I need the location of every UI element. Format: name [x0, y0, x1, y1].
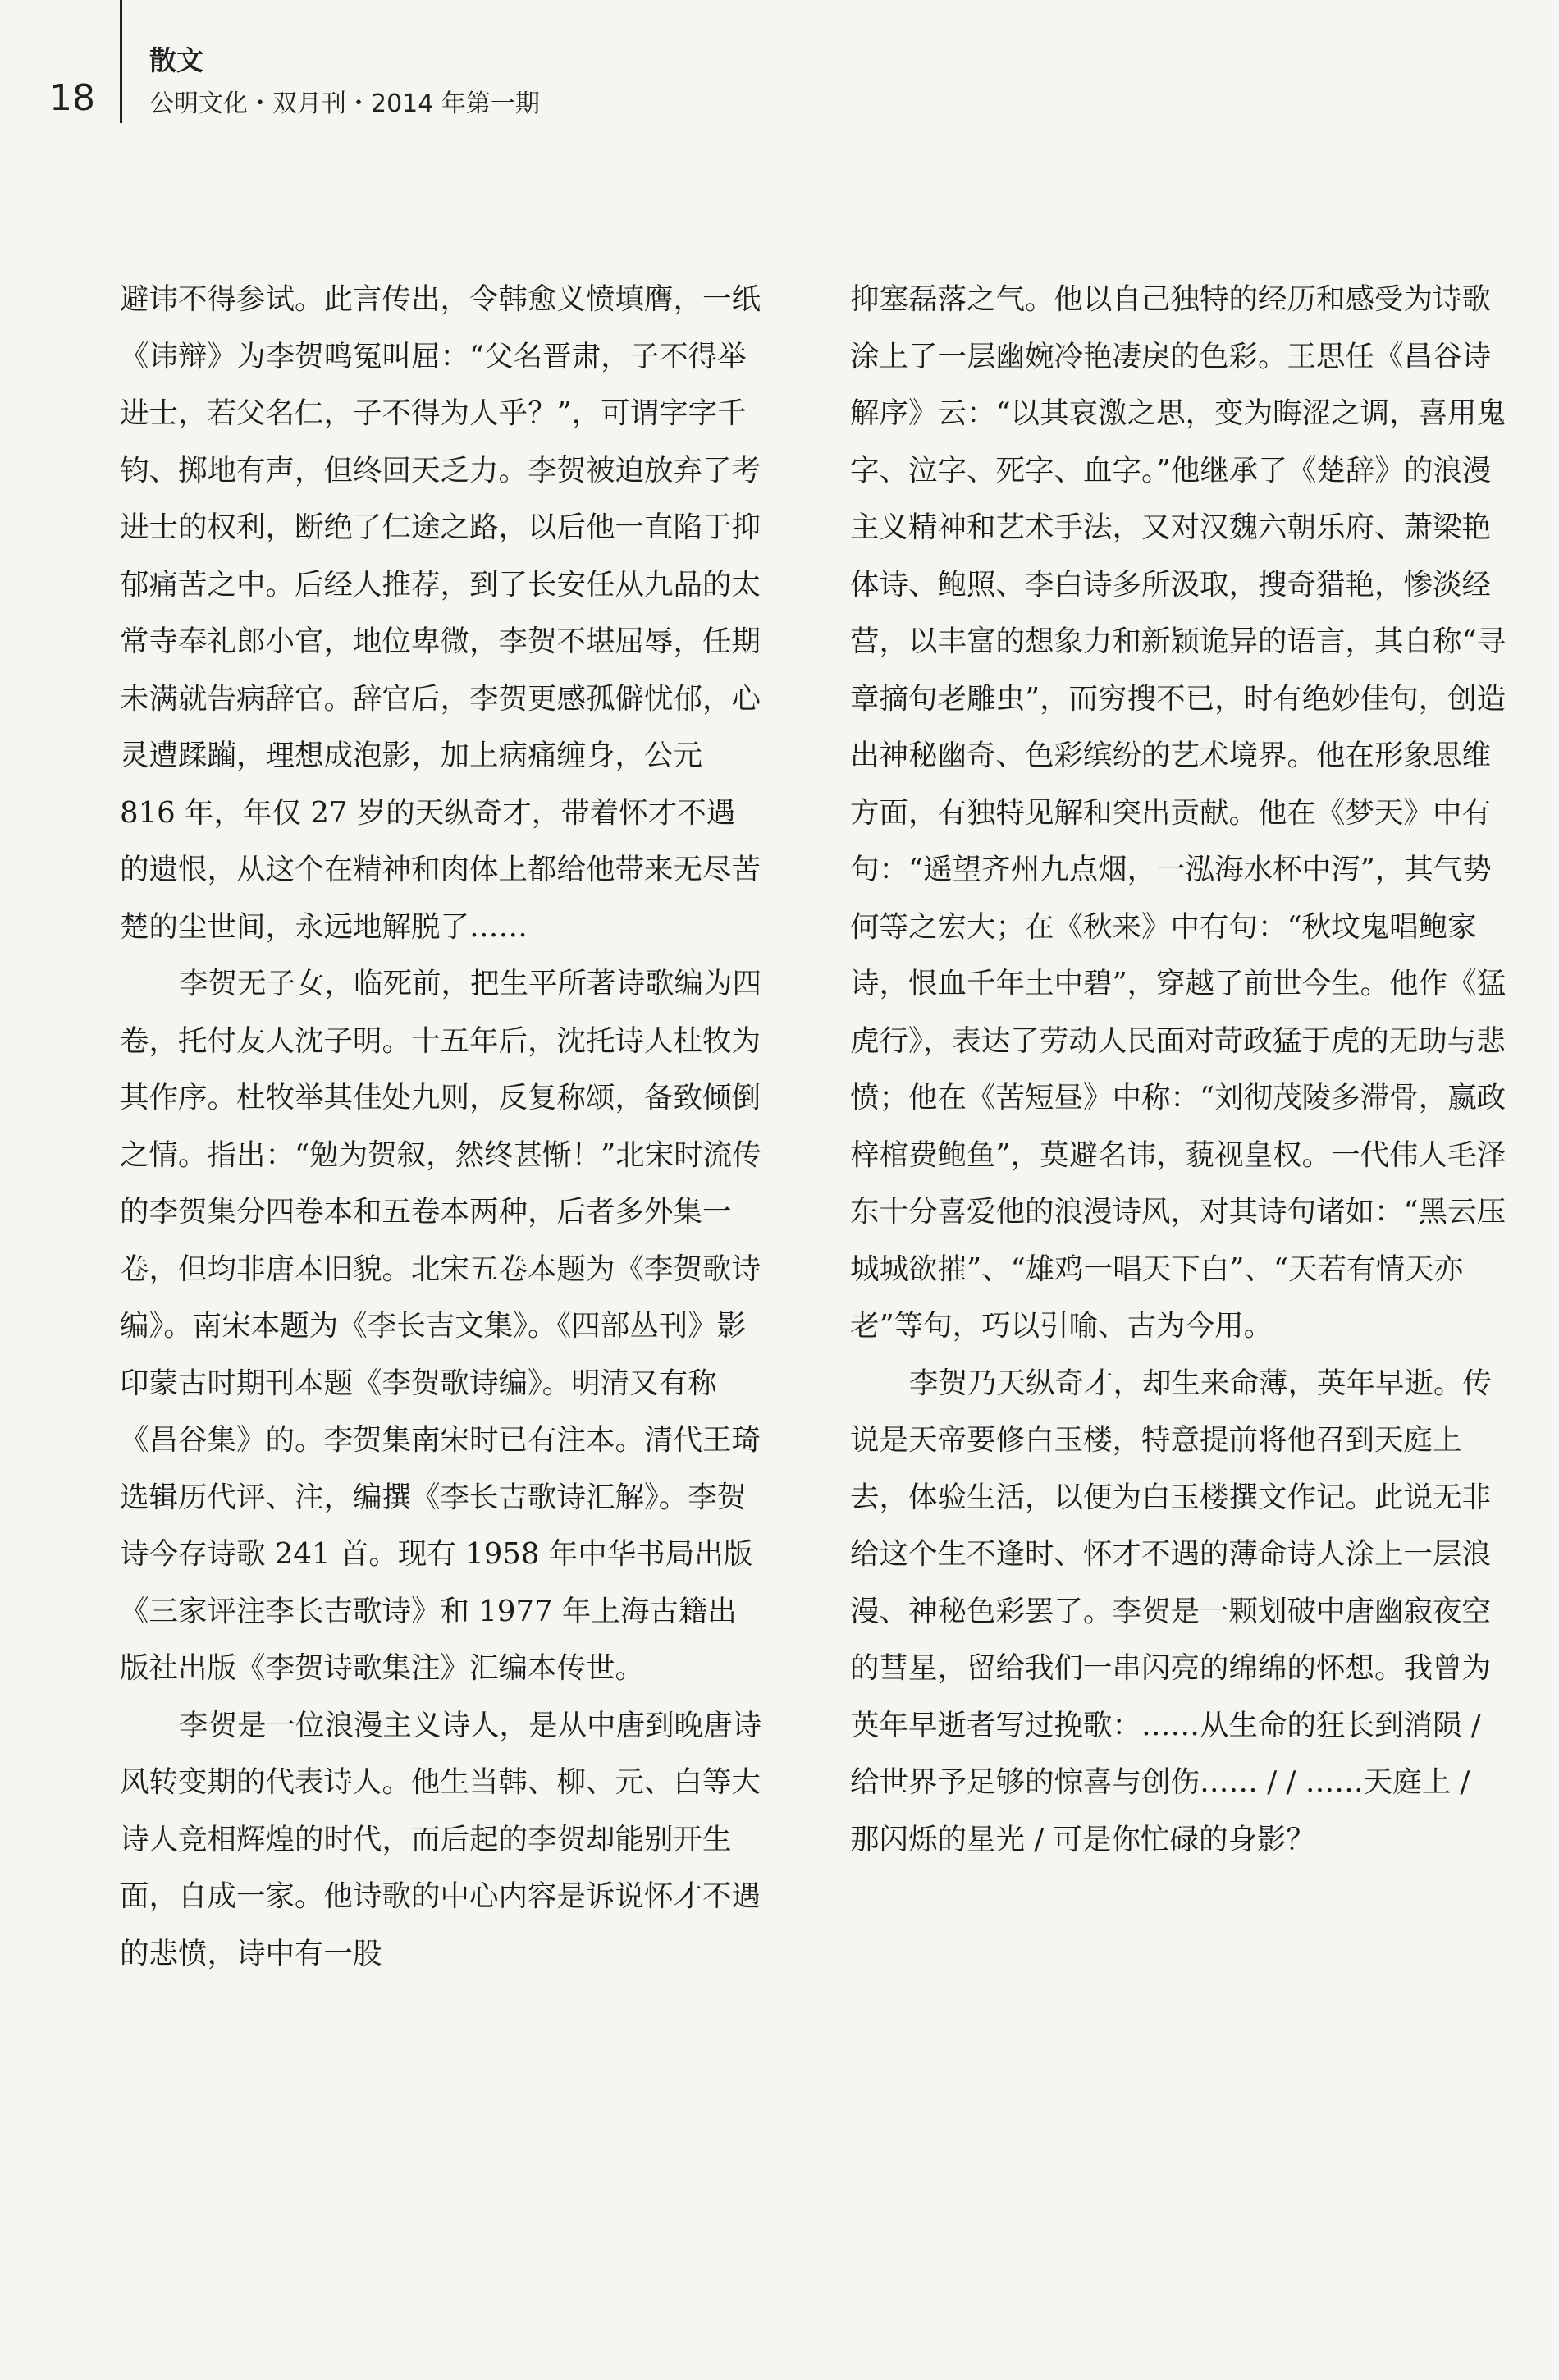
paragraph: 李贺是一位浪漫主义诗人，是从中唐到晚唐诗风转变期的代表诗人。他生当韩、柳、元、白等大诗人竞相辉煌的时代，而后起的李贺却能别开生面，自成一家。他诗歌的中心内容是诉说怀才不遇的悲愤，诗中有一股 [120, 1708, 762, 1970]
right-column [850, 271, 1506, 1868]
paragraph: 抑塞磊落之气。他以自己独特的经历和感受为诗歌涂上了一层幽婉冷艳凄戾的色彩。王思任《昌谷诗解序》云：“以其哀激之思，变为晦涩之调，喜用鬼字、泣字、死字、血字。”他继承了《楚辞》的浪漫主义精神和艺术手法，又对汉魏六朝乐府、萧梁艳体诗、鲍照、李白诗多所汲取，搜奇猎艳，惨淡经营，以丰富的想象力和新颖诡异的语言，其自称“寻章摘句老雕虫”，而穷搜不已，时有绝妙佳句，创造出神秘幽奇、色彩缤纷的艺术境界。他在形象思维方面，有独特见解和突出贡献。他在《梦天》中有句：“遥望齐州九点烟，一泓海水杯中泻”，其气势何等之宏大；在《秋来》中有句：“秋坟鬼唱鲍家诗，恨血千年土中碧”，穿越了前世今生。他作《猛虎行》，表达了劳动人民面对苛政猛于虎的无助与悲愤；他在《苦短昼》中称：“刘彻茂陵多滞骨，嬴政梓棺费鲍鱼”，莫避名讳，藐视皇权。一代伟人毛泽东十分喜爱他的浪漫诗风，对其诗句诸如：“黑云压城城欲摧”、“雄鸡一唱天下白”、“天若有情天亦老”等句，巧以引喻、古为今用。 [850, 282, 1506, 1343]
section-label: 散文 [149, 44, 203, 76]
page-number: 18 [49, 77, 95, 119]
left-column [120, 271, 764, 1982]
paragraph: 李贺乃天纵奇才，却生来命薄，英年早逝。传说是天帝要修白玉楼，特意提前将他召到天庭上去，体验生活，以便为白玉楼撰文作记。此说无非给这个生不逢时、怀才不遇的薄命诗人涂上一层浪漫、神秘色彩罢了。李贺是一颗划破中唐幽寂夜空的彗星，留给我们一串闪亮的绵绵的怀想。我曾为英年早逝者写过挽歌：……从生命的狂长到消陨 / 给世界予足够的惊喜与创伤…… / / ……天庭上 / 那闪烁的星光 / 可是你忙碌的身影？ [850, 1366, 1493, 1856]
paragraph: 李贺无子女，临死前，把生平所著诗歌编为四卷，托付友人沈子明。十五年后，沈托诗人杜牧为其作序。杜牧举其佳处九则，反复称颂，备致倾倒之情。指出：“勉为贺叙，然终甚惭！”北宋时流传的李贺集分四卷本和五卷本两种，后者多外集一卷，但均非唐本旧貌。北宋五卷本题为《李贺歌诗编》。南宋本题为《李长吉文集》。《四部丛刊》影印蒙古时期刊本题《李贺歌诗编》。明清又有称《昌谷集》的。李贺集南宋时已有注本。清代王琦选辑历代评、注，编撰《李长吉歌诗汇解》。李贺诗今存诗歌 241 首。现有 1958 年中华书局出版《三家评注李长吉歌诗》和 1977 年上海古籍出版社出版《李贺诗歌集注》汇编本传世。 [120, 967, 762, 1685]
paragraph: 避讳不得参试。此言传出，令韩愈义愤填膺，一纸《讳辩》为李贺鸣冤叫屈：“父名晋肃，子不得举进士，若父名仁，子不得为人乎？”，可谓字字千钧、掷地有声，但终回天乏力。李贺被迫放弃了考进士的权利，断绝了仁途之路，以后他一直陷于抑郁痛苦之中。后经人推荐，到了长安任从九品的太常寺奉礼郎小官，地位卑微，李贺不堪屈辱，任期未满就告病辞官。辞官后，李贺更感孤僻忧郁，心灵遭蹂躏，理想成泡影，加上病痛缠身，公元 816 年，年仅 27 岁的天纵奇才，带着怀才不遇的遗恨，从这个在精神和肉体上都给他带来无尽苦楚的尘世间，永远地解脱了…… [120, 282, 761, 944]
header-divider [120, 0, 122, 123]
journal-title: 公明文化・双月刊・2014 年第一期 [149, 89, 540, 118]
